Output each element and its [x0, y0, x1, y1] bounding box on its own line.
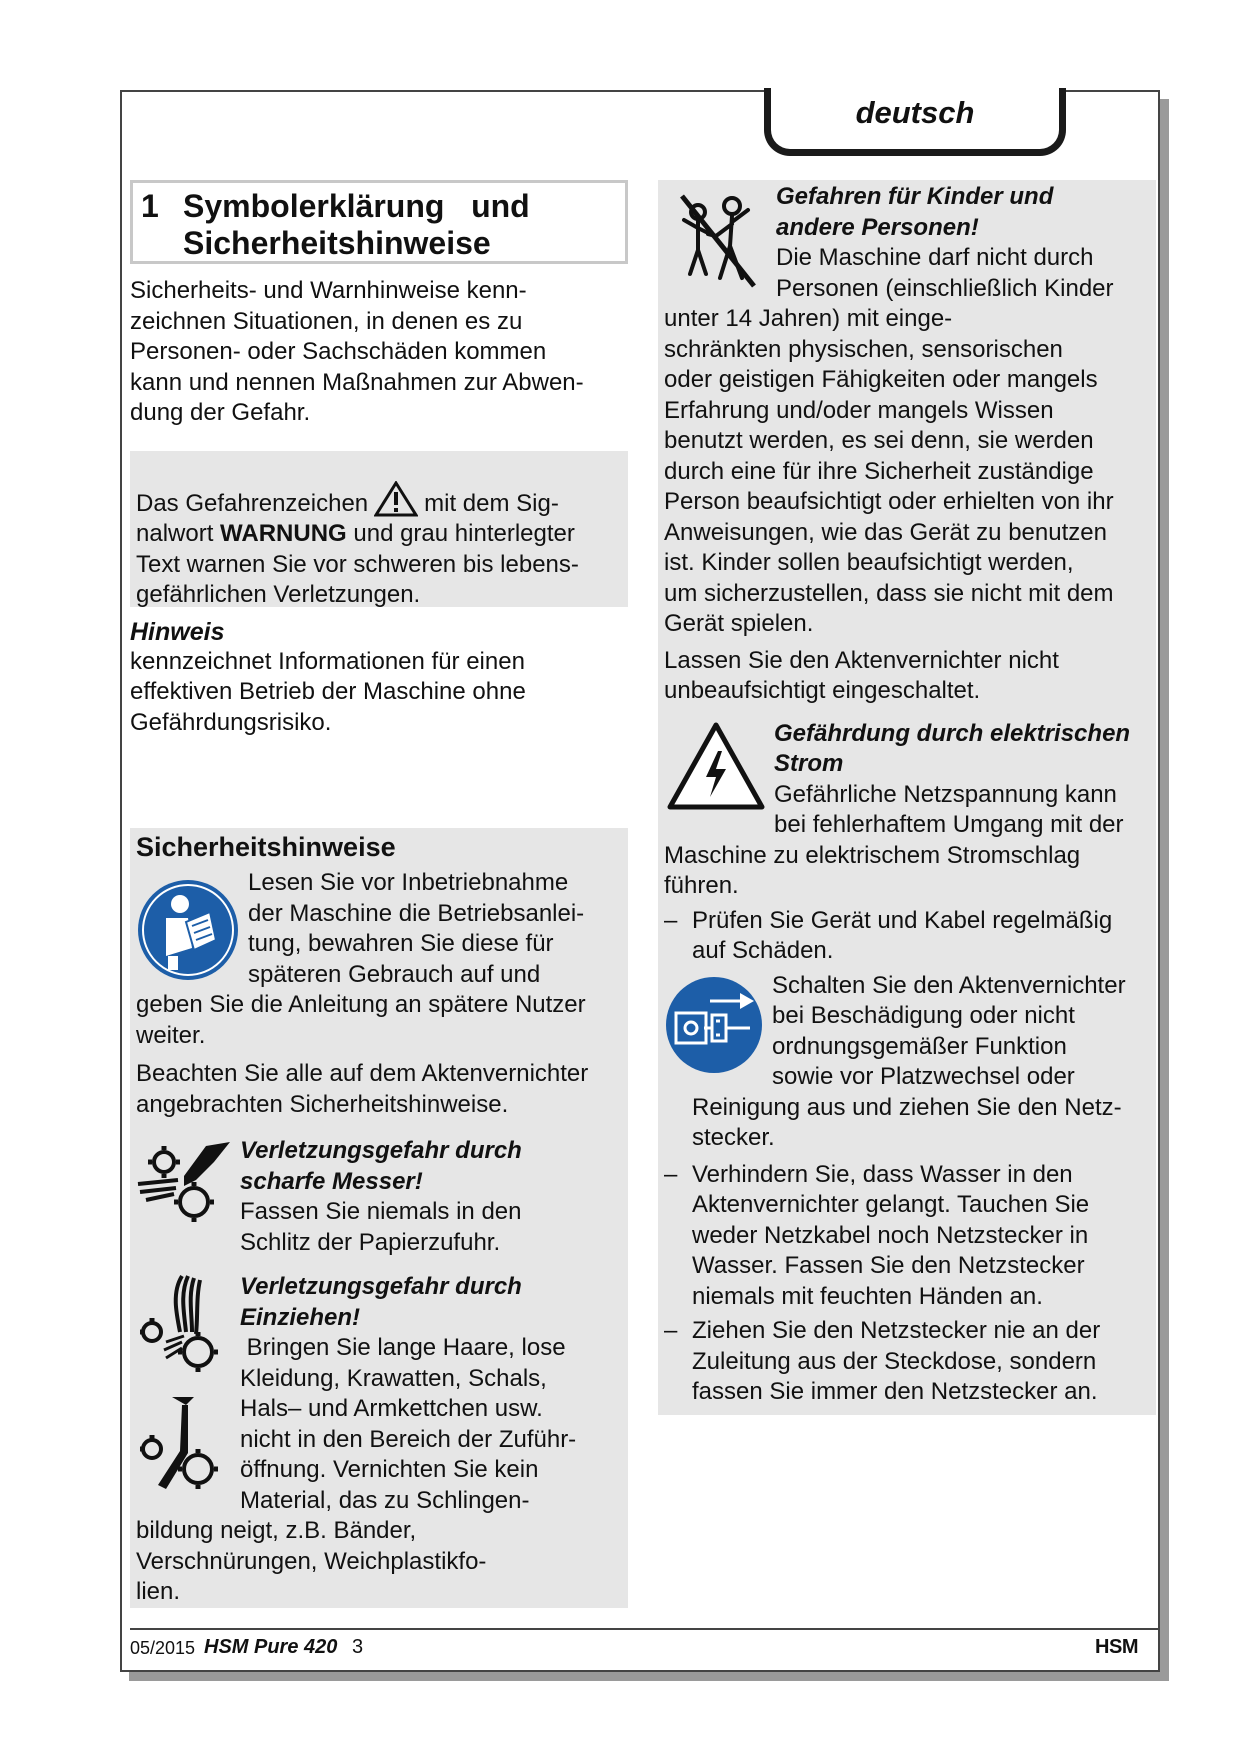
unattended-text [664, 646, 1156, 707]
intro-line: Personen- oder Sachschäden kommen [130, 338, 547, 365]
observe-line: angebrachten Sicherheitshinweise. [136, 1090, 509, 1118]
children-line: Anweisungen, wie das Gerät zu benutzen [664, 518, 1107, 546]
unplug-line: bei Beschädigung oder nicht [772, 1002, 1075, 1029]
footer-date: 05/2015 [130, 1638, 196, 1658]
cord-line: Zuleitung aus der Steckdose, sondern [692, 1347, 1097, 1375]
warning-text: mit dem Sig- [424, 489, 559, 517]
electric-line: bei fehlerhaftem Umgang mit der [774, 811, 1124, 838]
check-line: auf Schäden. [692, 937, 834, 964]
electric-warning-title: Strom [774, 750, 844, 777]
right-column [658, 180, 1156, 1415]
warning-text: Das Gefahrenzeichen [136, 489, 369, 517]
warning-explanation-box [130, 451, 628, 607]
intro-line: dung der Gefahr. [130, 399, 311, 426]
cord-line: fassen Sie immer den Netzstecker an. [692, 1378, 1098, 1405]
unplug-line: sowie vor Platzwechsel oder [772, 1063, 1075, 1090]
unplug-line: stecker. [692, 1124, 775, 1151]
electric-line: führen. [664, 872, 739, 899]
warning-text: nalwort [136, 520, 214, 547]
children-line: oder geistigen Fähigkeiten oder mangels [664, 366, 1098, 393]
water-item [664, 1160, 1156, 1313]
intro-text [130, 276, 628, 429]
warning-triangle-icon [374, 481, 418, 517]
read-manual-icon [136, 878, 240, 982]
hsm-logo: HSM [1095, 1636, 1138, 1658]
entangle-line: Verschnürungen, Weichplastikfo- [136, 1547, 487, 1575]
blades-warning-title: scharfe Messer! [240, 1167, 423, 1195]
water-line: Wasser. Fassen Sie den Netzstecker [692, 1252, 1085, 1279]
hair-entanglement-icon [136, 1272, 232, 1382]
entangle-warning-title: Einziehen! [240, 1303, 361, 1331]
blades-warning-title: Verletzungsgefahr durch [240, 1137, 522, 1164]
children-line: durch eine für ihre Sicherheit zuständige [664, 457, 1094, 485]
chapter-heading [130, 180, 628, 264]
hint-line: Gefährdungsrisiko. [130, 708, 332, 736]
footer-model: HSM Pure 420 [204, 1636, 338, 1658]
list-dash: – [664, 906, 678, 934]
warning-text: Text warnen Sie vor schweren bis lebens- [136, 550, 579, 578]
unplug-line: Reinigung aus und ziehen Sie den Netz- [692, 1093, 1122, 1121]
water-line: Verhindern Sie, dass Wasser in den [692, 1160, 1073, 1188]
children-line: Gerät spielen. [664, 610, 814, 637]
list-dash: – [664, 1160, 678, 1188]
children-line: benutzt werden, es sei denn, sie werden [664, 427, 1094, 454]
warning-keyword: WARNUNG [220, 520, 347, 547]
check-cable-item [664, 906, 1156, 967]
read-manual-line: tung, bewahren Sie diese für [248, 930, 554, 957]
electric-line: Gefährliche Netzspannung kann [774, 780, 1117, 808]
chapter-title-line2: Sicherheitshinweise [183, 225, 491, 261]
hint-line: effektiven Betrieb der Maschine ohne [130, 678, 526, 705]
intro-line: zeichnen Situationen, in denen es zu [130, 307, 523, 335]
intro-line: kann und nennen Maßnahmen zur Abwen- [130, 368, 584, 396]
entangle-line: Hals– und Armkettchen usw. [240, 1395, 543, 1422]
list-dash: – [664, 1317, 678, 1344]
safety-heading: Sicherheitshinweise [136, 832, 396, 862]
entangle-line: Material, das zu Schlingen- [240, 1486, 530, 1514]
no-children-icon [668, 190, 768, 290]
check-line: Prüfen Sie Gerät und Kabel regelmäßig [692, 906, 1113, 934]
entangle-line: bildung neigt, z.B. Bänder, [136, 1517, 417, 1544]
unplug-icon [664, 975, 764, 1075]
unattended-line: unbeaufsichtigt eingeschaltet. [664, 677, 981, 704]
language-label: deutsch [855, 95, 975, 130]
entangle-line: öffnung. Vernichten Sie kein [240, 1456, 539, 1483]
children-line: schränkten physischen, sensorischen [664, 335, 1063, 363]
warning-text: und grau hinterlegter [353, 520, 575, 547]
observe-text [136, 1059, 622, 1120]
entangle-line: nicht in den Bereich der Zuführ- [240, 1425, 577, 1453]
electric-line: Maschine zu elektrischem Stromschlag [664, 841, 1081, 869]
unplug-line: ordnungsgemäßer Funktion [772, 1032, 1067, 1060]
children-warning-title: andere Personen! [776, 213, 979, 241]
read-manual-line: der Maschine die Betriebsanlei- [248, 899, 585, 927]
chapter-number: 1 [141, 188, 159, 224]
read-manual-line: späteren Gebrauch auf und [248, 960, 541, 988]
unplug-line: Schalten Sie den Aktenvernichter [772, 971, 1126, 999]
water-line: niemals mit feuchten Händen an. [692, 1282, 1043, 1310]
read-manual-line: Lesen Sie vor Inbetriebnahme [248, 869, 569, 896]
children-line: unter 14 Jahren) mit einge- [664, 305, 953, 332]
children-line: um sicherzustellen, dass sie nicht mit dem [664, 579, 1114, 607]
hint-text [130, 647, 628, 739]
children-line: Person beaufsichtigt oder erhielten von ihr [664, 488, 1114, 515]
footer-divider [130, 1628, 1158, 1630]
unattended-line: Lassen Sie den Aktenvernichter nicht [664, 646, 1059, 674]
language-tab [764, 88, 1066, 156]
tie-entanglement-icon [136, 1393, 232, 1503]
page-number: 3 [352, 1636, 364, 1658]
water-line: Aktenvernichter gelangt. Tauchen Sie [692, 1191, 1090, 1218]
intro-line: Sicherheits- und Warnhinweise kenn- [130, 277, 527, 304]
left-column [130, 180, 628, 1608]
electric-hazard-icon [666, 721, 766, 811]
observe-line: Beachten Sie alle auf dem Aktenvernichter [136, 1060, 589, 1087]
cord-line: Ziehen Sie den Netzstecker nie an der [692, 1317, 1101, 1344]
hint-line: kennzeichnet Informationen für einen [130, 647, 525, 675]
entangle-line: lien. [136, 1578, 181, 1605]
electric-warning-title: Gefährdung durch elektrischen [774, 719, 1131, 747]
cord-item [664, 1316, 1156, 1408]
entangle-warning-title: Verletzungsgefahr durch [240, 1273, 522, 1300]
right-warning-box [658, 180, 1156, 1415]
children-line: Die Maschine darf nicht durch [776, 244, 1094, 271]
children-line: Personen (einschließlich Kinder [776, 274, 1114, 302]
entangle-line: Kleidung, Krawatten, Schals, [240, 1364, 547, 1392]
blades-line: Schlitz der Papierzufuhr. [240, 1228, 501, 1256]
warning-text: gefährlichen Verletzungen. [136, 581, 421, 608]
entanglement-icons [136, 1272, 232, 1511]
page-footer [130, 1636, 1158, 1662]
children-line: Erfahrung und/oder mangels Wissen [664, 396, 1054, 424]
read-manual-line: geben Sie die Anleitung an spätere Nutzer [136, 991, 586, 1018]
safety-section [130, 828, 628, 1608]
read-manual-line: weiter. [136, 1021, 206, 1049]
chapter-title-line1: Symbolerklärung und [183, 188, 530, 224]
water-line: weder Netzkabel noch Netzstecker in [692, 1221, 1089, 1249]
children-warning-title: Gefahren für Kinder und [776, 183, 1054, 210]
entangle-line: Bringen Sie lange Haare, lose [240, 1334, 566, 1361]
cutting-blades-hand-icon [136, 1136, 232, 1236]
hint-heading: Hinweis [130, 617, 225, 646]
blades-line: Fassen Sie niemals in den [240, 1198, 522, 1225]
children-line: ist. Kinder sollen beaufsichtigt werden, [664, 549, 1074, 576]
